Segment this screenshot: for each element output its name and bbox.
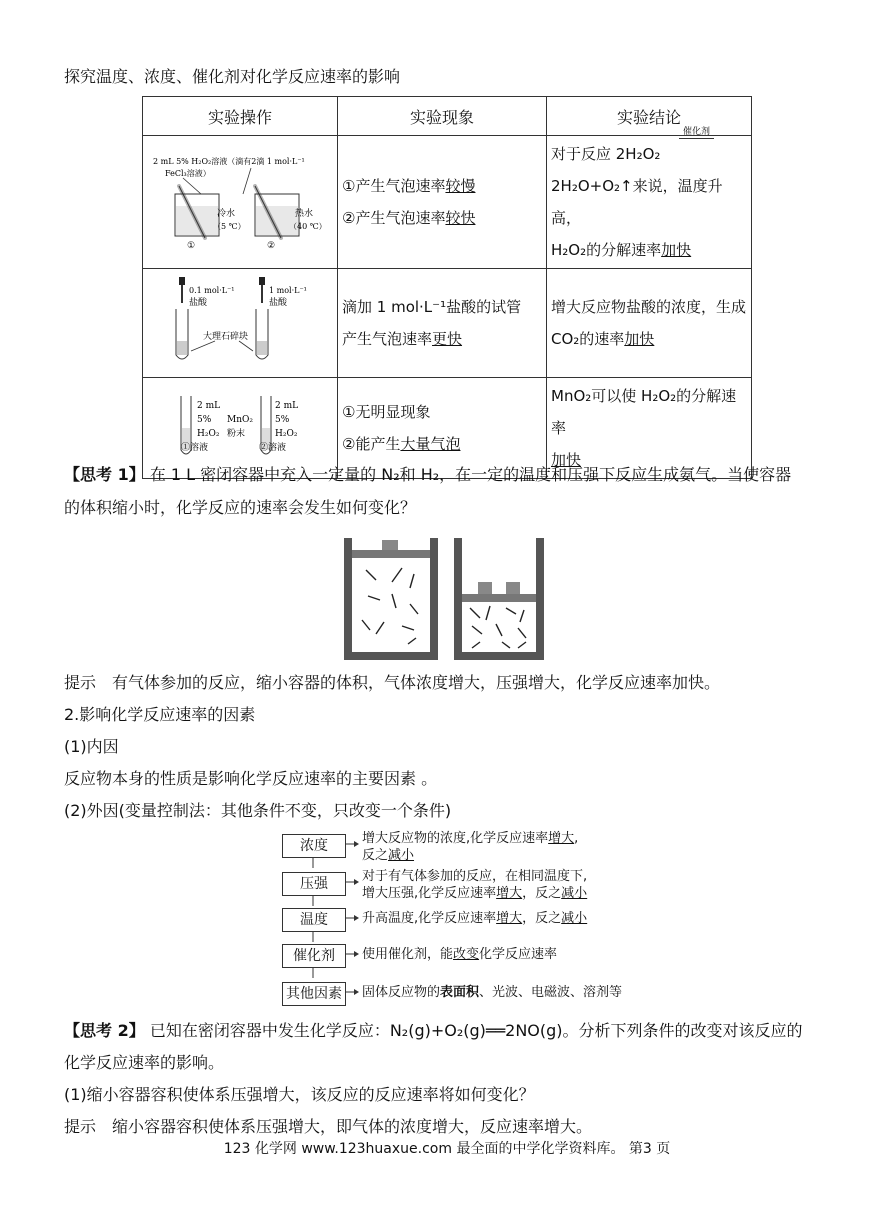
col-header-phenomenon: 实验现象 xyxy=(338,97,547,136)
think2-line2: 化学反应速率的影响。 xyxy=(64,1053,225,1072)
diagram-label: 冷水 xyxy=(217,209,236,219)
diagram-label: 2 mL 5% H₂O₂溶液（滴有2滴 1 mol·L⁻¹ xyxy=(153,157,305,166)
row2-phenomenon-cell xyxy=(338,269,547,378)
underlined-answer: 减小 xyxy=(561,886,588,901)
diagram-label: （5 ℃） xyxy=(213,222,246,231)
phenomenon-line: 滴加 1 mol·L⁻¹盐酸的试管 xyxy=(342,298,522,316)
section-heading: 探究温度、浓度、催化剂对化学反应速率的影响 xyxy=(64,67,401,86)
concentration-experiment-diagram xyxy=(143,269,329,373)
diagram-label: H₂O₂ xyxy=(197,429,220,439)
diagram-label: 2 mL xyxy=(197,401,221,411)
text: CO₂的速率 xyxy=(551,330,625,348)
section-2-title: 2.影响化学反应速率的因素 xyxy=(64,705,256,724)
temperature-experiment-diagram xyxy=(143,146,329,254)
table-row xyxy=(143,136,752,269)
underlined-answer: 减小 xyxy=(388,848,415,863)
table-header-row xyxy=(143,97,752,136)
row1-conclusion-cell xyxy=(547,127,752,269)
text: 产生气泡速率 xyxy=(342,330,433,348)
think1-tag: 【思考 1】 xyxy=(64,465,145,484)
flow-box-catalyst: 催化剂 xyxy=(282,944,346,968)
text: 增大反应物的浓度,化学反应速率 xyxy=(362,831,549,846)
row2-conclusion-cell xyxy=(547,269,752,378)
flow-text-temperature xyxy=(362,910,587,927)
think1-text: 在 1 L 密闭容器中充入一定量的 N₂和 H₂，在一定的温度和压强下反应生成氨气。当使容器 xyxy=(149,465,792,484)
diagram-label: 大理石碎块 xyxy=(203,332,249,342)
page-footer: 123 化学网 www.123huaxue.com 最全面的中学化学资料库。 第3 页 xyxy=(223,1141,671,1157)
underlined-answer: 较快 xyxy=(445,209,476,227)
diagram-label: ①溶液 xyxy=(181,443,209,453)
diagram-label: 5% xyxy=(197,415,212,425)
text: ①产生气泡速率 xyxy=(342,177,446,195)
flow-text-pressure xyxy=(362,868,587,902)
underlined-answer: 加快 xyxy=(624,330,655,348)
underlined-answer: 加快 xyxy=(661,241,692,259)
conclusion-line: MnO₂可以使 H₂O₂的分解速率 xyxy=(551,387,737,437)
conclusion-line xyxy=(551,323,747,355)
internal-factor-title: (1)内因 xyxy=(64,737,119,756)
underlined-answer: 加快 xyxy=(551,451,582,469)
think2-tag: 【思考 2】 xyxy=(64,1021,145,1040)
phenomenon-line xyxy=(342,323,542,355)
diagram-label: ② xyxy=(267,241,276,251)
diagram-label: H₂O₂ xyxy=(275,429,298,439)
phenomenon-line: ①无明显现象 xyxy=(342,403,431,421)
table-row xyxy=(143,269,752,378)
underlined-answer: 较慢 xyxy=(445,177,476,195)
underlined-answer: 增大 xyxy=(496,886,523,901)
text: 化学反应速率 xyxy=(479,947,558,962)
text: 对于有气体参加的反应，在相同温度下, xyxy=(362,869,588,884)
flow-text-concentration: 增大反应物的浓度,化学反应速率增大, 反之减小 xyxy=(362,831,579,863)
flow-box-concentration: 浓度 xyxy=(282,834,346,858)
diagram-label: 0.1 mol·L⁻¹ xyxy=(189,286,235,295)
underlined-answer: 增大 xyxy=(548,831,575,846)
text: 增大压强,化学反应速率 xyxy=(362,886,497,901)
col-header-operation: 实验操作 xyxy=(143,97,338,136)
underlined-answer: 大量气泡 xyxy=(400,435,461,453)
think1-line1 xyxy=(64,460,834,490)
bold-answer: 表面积 xyxy=(440,985,480,1000)
text: 使用催化剂，能 xyxy=(362,947,454,962)
diagram-label: 粉末 xyxy=(227,429,246,439)
text: ②产生气泡速率 xyxy=(342,209,446,227)
conclusion-line: 增大反应物盐酸的浓度，生成 xyxy=(551,298,747,316)
underlined-answer: 减小 xyxy=(561,911,588,926)
flow-box-other: 其他因素 xyxy=(282,982,346,1006)
diagram-label: FeCl₃溶液） xyxy=(165,169,211,178)
diagram-label: 5% xyxy=(275,415,290,425)
diagram-label: 1 mol·L⁻¹ xyxy=(269,286,307,295)
external-factor-title: (2)外因(变量控制法：其他条件不变，只改变一个条件) xyxy=(64,801,452,820)
diagram-label: ① xyxy=(187,241,196,251)
text: 反之 xyxy=(362,848,389,863)
diagram-label: 盐酸 xyxy=(189,298,208,308)
text: 升高温度,化学反应速率 xyxy=(362,911,497,926)
row1-phenomenon-cell xyxy=(338,136,547,269)
gas-container-illustration xyxy=(340,534,550,664)
flow-text-catalyst xyxy=(362,946,557,963)
phenomenon-line xyxy=(342,202,542,234)
text: ②能产生 xyxy=(342,435,401,453)
experiment-table xyxy=(142,96,752,479)
hint2: 提示 缩小容器容积使体系压强增大，即气体的浓度增大，反应速率增大。 xyxy=(64,1117,593,1136)
underlined-answer: 改变 xyxy=(453,947,480,962)
catalyst-label: 催化剂 xyxy=(679,126,714,139)
underlined-answer: 更快 xyxy=(432,330,463,348)
col-header-conclusion: 实验结论 xyxy=(547,97,752,136)
text: 对于反应 2H₂O₂ xyxy=(551,145,661,163)
conclusion-line xyxy=(551,234,747,266)
text: ，反之 xyxy=(522,886,562,901)
row2-image-cell xyxy=(143,269,338,378)
hint1: 提示 有气体参加的反应，缩小容器的体积，气体浓度增大，压强增大，化学反应速率加快。 xyxy=(64,673,721,692)
diagram-label: ②溶液 xyxy=(259,443,287,453)
catalyst-experiment-diagram xyxy=(143,384,329,468)
text: ，反之 xyxy=(522,911,562,926)
diagram-label: 2 mL xyxy=(275,401,299,411)
flow-box-pressure: 压强 xyxy=(282,872,346,896)
diagram-label: 盐酸 xyxy=(269,298,288,308)
diagram-label: （40 ℃） xyxy=(289,222,327,231)
row1-image-cell xyxy=(143,136,338,269)
phenomenon-line xyxy=(342,170,542,202)
internal-factor-text: 反应物本身的性质是影响化学反应速率的主要因素 。 xyxy=(64,769,438,788)
text: 、光波、电磁波、溶剂等 xyxy=(479,985,623,1000)
think1-line2: 的体积缩小时，化学反应的速率会发生如何变化？ xyxy=(64,498,417,517)
diagram-label: 热水 xyxy=(295,209,314,219)
phenomenon-line xyxy=(342,428,542,460)
question-1: (1)缩小容器容积使体系压强增大，该反应的反应速率将如何变化？ xyxy=(64,1085,535,1104)
think2-line1 xyxy=(64,1016,834,1046)
think2-text: 已知在密闭容器中发生化学反应：N₂(g)+O₂(g)══2NO(g)。分析下列条件的改变对该反应的 xyxy=(149,1021,803,1040)
conclusion-line: 2H₂O+O₂↑来说，温度升高， xyxy=(551,177,723,227)
diagram-label: MnO₂ xyxy=(227,415,253,425)
flow-box-temperature: 温度 xyxy=(282,908,346,932)
conclusion-line xyxy=(551,127,747,170)
underlined-answer: 增大 xyxy=(496,911,523,926)
text: H₂O₂的分解速率 xyxy=(551,241,662,259)
flow-text-other xyxy=(362,984,622,1001)
text: 固体反应物的 xyxy=(362,985,441,1000)
